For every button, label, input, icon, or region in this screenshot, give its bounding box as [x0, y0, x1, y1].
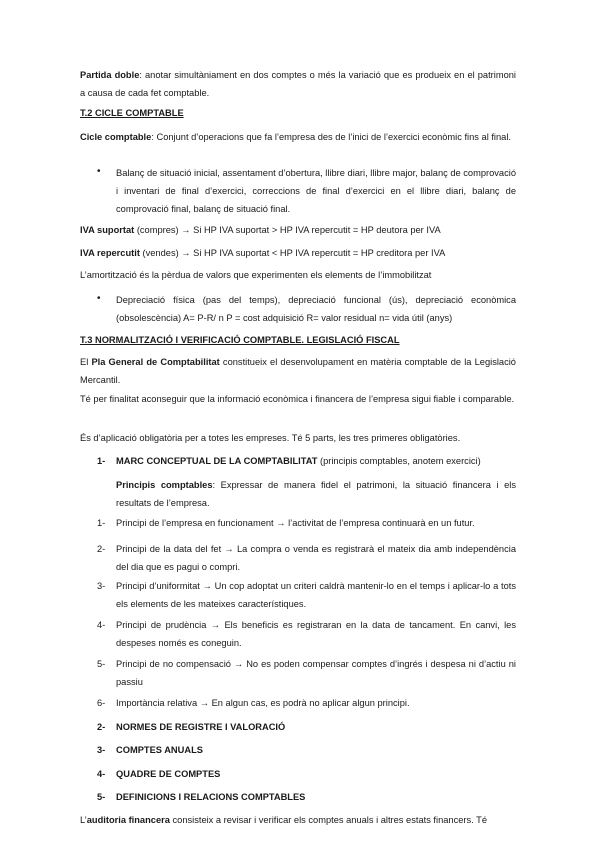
list-item: Principi de l’empresa en funcionament → l’activitat de l’empresa continuarà en un futur. [116, 518, 475, 528]
bullet-icon: • [97, 166, 101, 177]
part-number: 2- [97, 722, 106, 732]
prefix: El [80, 357, 92, 367]
list-item: Principi de no compensació → No es poden compensar comptes d’ingrés i despesa ni d’actiu ni passiu [116, 659, 516, 687]
list-number: 5- [97, 659, 106, 669]
term: IVA suportat [80, 225, 135, 235]
part-number: 3- [97, 745, 106, 755]
part-number: 1- [97, 456, 106, 466]
list-number: 6- [97, 698, 106, 708]
list-item: Principi de prudència → Els beneficis es registraran en la data de tancament. En canvi, les despeses només es coneguin. [116, 620, 516, 648]
part-title: COMPTES ANUALS [116, 745, 203, 755]
part-number: 5- [97, 792, 106, 802]
part-title: QUADRE DE COMPTES [116, 769, 221, 779]
term: Partida doble [80, 70, 140, 80]
finalitat-paragraph: Té per finalitat aconseguir que la informació econòmica i financera de l’empresa sigui fiable i comparable. [80, 394, 515, 404]
cicle-comptable-paragraph [80, 128, 516, 146]
definition-text: (compres) → Si HP IVA suportat > HP IVA repercutit = HP deutora per IVA [134, 225, 441, 235]
term: Principis comptables [116, 480, 213, 490]
part-title: NORMES DE REGISTRE I VALORACIÓ [116, 722, 286, 732]
definition-text: : anotar simultàniament en dos comptes o més la variació que es produeix en el patrimoni a causa de cada fet comptable. [80, 70, 516, 98]
term: IVA repercutit [80, 248, 140, 258]
part-note: (principis comptables, anotem exercici) [317, 456, 481, 466]
part1-line [116, 452, 516, 470]
term: Cicle comptable [80, 132, 152, 142]
partida-doble-paragraph [80, 66, 516, 102]
auditoria-paragraph [80, 811, 516, 829]
list-number: 4- [97, 620, 106, 630]
bullet-cicle-steps: Balanç de situació inicial, assentament d’obertura, llibre diari, llibre major, balanç de comprovació i inventari de final d’exercici, correccions de final d’exercici en el llibre diari, balanç de comprovació final, balanç de situació final. [116, 168, 516, 214]
list-number: 1- [97, 518, 106, 528]
part-number: 4- [97, 769, 106, 779]
part-title: DEFINICIONS I RELACIONS COMPTABLES [116, 792, 306, 802]
bullet-depreciacio: Depreciació física (pas del temps), depreciació funcional (ús), depreciació econòmica (obsolescència) A= P-R/ n P = cost adquisició R= valor residual n= vida útil (anys) [116, 295, 516, 323]
part-title: MARC CONCEPTUAL DE LA COMPTABILITAT [116, 456, 318, 466]
list-number: 3- [97, 581, 106, 591]
section-heading-t2: T.2 CICLE COMPTABLE [80, 108, 184, 118]
section-heading-t3: T.3 NORMALITZACIÓ I VERIFICACIÓ COMPTABLE. LEGISLACIÓ FISCAL [80, 335, 400, 345]
definition-text: (vendes) → Si HP IVA suportat < HP IVA repercutit = HP creditora per IVA [139, 248, 446, 258]
iva-suportat-line [80, 221, 516, 239]
prefix: L’ [80, 815, 87, 825]
list-item: Principi d’uniformitat → Un cop adoptat un criteri caldrà mantenir-lo en el temps i aplicar-lo a tots els elements de les mateixes característiques. [116, 581, 516, 609]
definition-text: constitueix el desenvolupament en matèria comptable de la Legislació Mercantil. [80, 357, 516, 385]
amortitzacio-line: L’amortització és la pèrdua de valors que experimenten els elements de l’immobilitzat [80, 270, 432, 280]
bullet-icon: • [97, 293, 101, 304]
pgc-paragraph [80, 353, 516, 389]
term: auditoria financera [86, 815, 170, 825]
definition-text: : Conjunt d’operacions que fa l’empresa des de l’inici de l’exercici econòmic fins al final. [151, 132, 511, 142]
definition-text: : Expressar de manera fidel el patrimoni, la situació financera i els resultats de l’empresa. [116, 480, 516, 508]
list-item: Importància relativa → En algun cas, es podrà no aplicar algun principi. [116, 698, 410, 708]
definition-text: consisteix a revisar i verificar els comptes anuals i altres estats financers. Té [169, 815, 488, 825]
list-item: Principi de la data del fet → La compra o venda es registrarà el mateix dia amb independència del dia que es pagui o compri. [116, 544, 516, 572]
aplicacio-paragraph: És d’aplicació obligatòria per a totes les empreses. Té 5 parts, les tres primeres obligatòries. [80, 433, 461, 443]
term: Pla General de Comptabilitat [91, 357, 220, 367]
list-number: 2- [97, 544, 106, 554]
iva-repercutit-line [80, 244, 516, 262]
principis-definition [116, 476, 516, 512]
